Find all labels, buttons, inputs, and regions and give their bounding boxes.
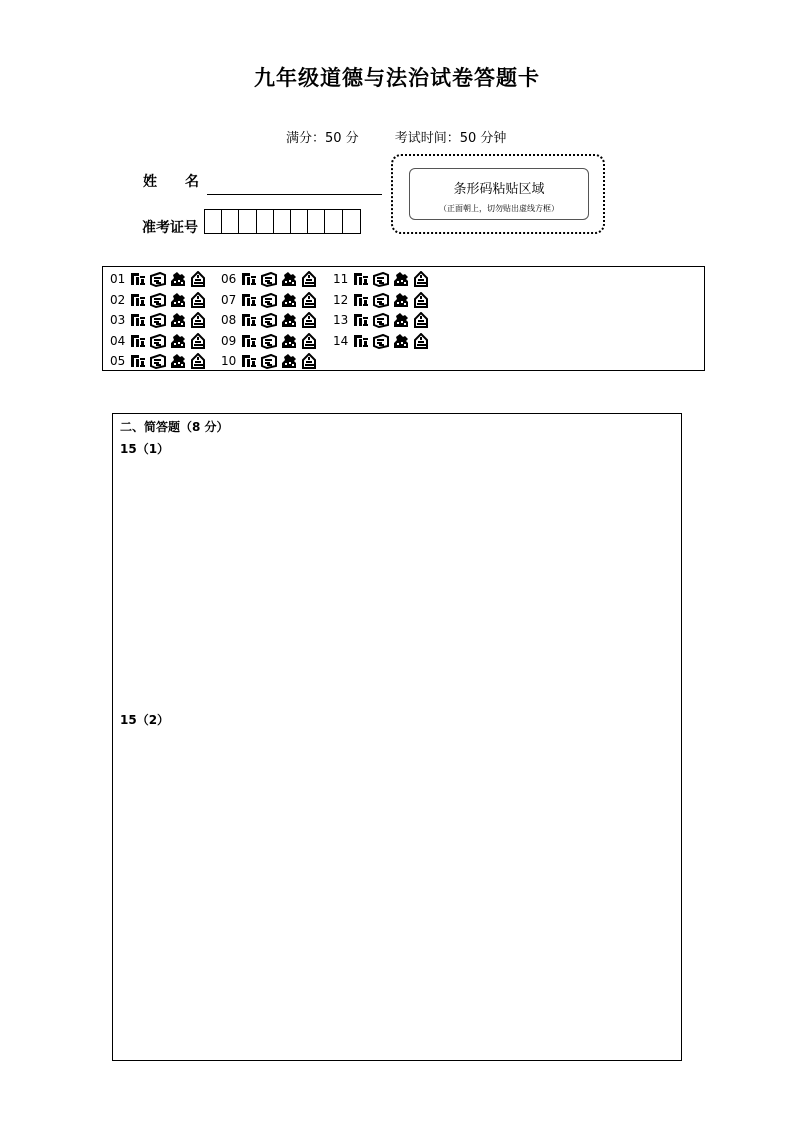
- answer-part-label: 15（1）: [120, 442, 170, 456]
- name-field[interactable]: [207, 194, 382, 195]
- option-bubble-b-icon[interactable]: [261, 292, 277, 308]
- question-number: 09: [221, 334, 237, 348]
- question-number: 06: [221, 272, 237, 286]
- option-bubble-c-icon[interactable]: [170, 271, 186, 287]
- multiple-choice-section: [102, 266, 705, 371]
- question-row-05: [110, 353, 206, 369]
- option-bubble-c-icon[interactable]: [393, 333, 409, 349]
- option-bubble-b-icon[interactable]: [150, 353, 166, 369]
- question-number: 10: [221, 354, 237, 368]
- question-row-03: [110, 312, 206, 328]
- option-bubble-a-icon[interactable]: [130, 292, 146, 308]
- question-row-10: [221, 353, 317, 369]
- exam-id-digit-box[interactable]: [325, 210, 342, 233]
- option-bubble-c-icon[interactable]: [281, 312, 297, 328]
- question-number: 01: [110, 272, 126, 286]
- question-number: 04: [110, 334, 126, 348]
- exam-time: 考试时间：50 分钟: [394, 131, 507, 146]
- option-bubble-d-icon[interactable]: [301, 353, 317, 369]
- option-bubble-c-icon[interactable]: [281, 292, 297, 308]
- option-bubble-a-icon[interactable]: [130, 271, 146, 287]
- option-bubble-d-icon[interactable]: [190, 333, 206, 349]
- exam-id-digit-box[interactable]: [291, 210, 308, 233]
- option-bubble-a-icon[interactable]: [353, 292, 369, 308]
- question-row-01: [110, 271, 206, 287]
- option-bubble-a-icon[interactable]: [353, 271, 369, 287]
- option-bubble-b-icon[interactable]: [261, 312, 277, 328]
- option-bubble-d-icon[interactable]: [413, 271, 429, 287]
- option-bubble-a-icon[interactable]: [353, 333, 369, 349]
- option-bubble-b-icon[interactable]: [150, 333, 166, 349]
- option-bubble-a-icon[interactable]: [130, 312, 146, 328]
- option-bubble-a-icon[interactable]: [241, 292, 257, 308]
- question-row-07: [221, 292, 317, 308]
- question-number: 08: [221, 313, 237, 327]
- exam-id-digit-box[interactable]: [205, 210, 222, 233]
- option-bubble-d-icon[interactable]: [413, 333, 429, 349]
- question-row-06: [221, 271, 317, 287]
- exam-id-digit-box[interactable]: [274, 210, 291, 233]
- question-row-11: [333, 271, 429, 287]
- question-number: 05: [110, 354, 126, 368]
- question-row-14: [333, 333, 429, 349]
- short-answer-section: [112, 413, 682, 1061]
- question-row-02: [110, 292, 206, 308]
- full-score: 满分：50 分: [286, 131, 359, 146]
- option-bubble-c-icon[interactable]: [170, 353, 186, 369]
- exam-id-digit-box[interactable]: [239, 210, 256, 233]
- option-bubble-c-icon[interactable]: [393, 312, 409, 328]
- option-bubble-d-icon[interactable]: [413, 312, 429, 328]
- option-bubble-b-icon[interactable]: [150, 292, 166, 308]
- question-number: 12: [333, 293, 349, 307]
- option-bubble-d-icon[interactable]: [301, 333, 317, 349]
- question-number: 07: [221, 293, 237, 307]
- option-bubble-c-icon[interactable]: [170, 333, 186, 349]
- option-bubble-c-icon[interactable]: [170, 292, 186, 308]
- question-number: 02: [110, 293, 126, 307]
- option-bubble-b-icon[interactable]: [373, 333, 389, 349]
- short-answer-heading: 二、简答题（8 分）: [120, 420, 229, 434]
- option-bubble-d-icon[interactable]: [190, 312, 206, 328]
- option-bubble-a-icon[interactable]: [130, 333, 146, 349]
- option-bubble-b-icon[interactable]: [261, 271, 277, 287]
- option-bubble-a-icon[interactable]: [241, 353, 257, 369]
- question-row-08: [221, 312, 317, 328]
- option-bubble-b-icon[interactable]: [373, 312, 389, 328]
- option-bubble-a-icon[interactable]: [353, 312, 369, 328]
- option-bubble-b-icon[interactable]: [373, 292, 389, 308]
- name-label: 姓 名: [143, 174, 199, 190]
- option-bubble-a-icon[interactable]: [241, 333, 257, 349]
- barcode-frame: [409, 168, 589, 220]
- question-row-12: [333, 292, 429, 308]
- option-bubble-a-icon[interactable]: [241, 312, 257, 328]
- exam-id-digit-box[interactable]: [222, 210, 239, 233]
- exam-id-boxes[interactable]: [204, 209, 361, 234]
- option-bubble-d-icon[interactable]: [301, 292, 317, 308]
- barcode-title: 条形码粘贴区域: [453, 182, 545, 197]
- option-bubble-c-icon[interactable]: [393, 271, 409, 287]
- option-bubble-b-icon[interactable]: [150, 312, 166, 328]
- exam-id-digit-box[interactable]: [257, 210, 274, 233]
- option-bubble-d-icon[interactable]: [301, 312, 317, 328]
- option-bubble-a-icon[interactable]: [241, 271, 257, 287]
- question-number: 03: [110, 313, 126, 327]
- option-bubble-c-icon[interactable]: [281, 271, 297, 287]
- answer-part-label: 15（2）: [120, 713, 170, 727]
- option-bubble-d-icon[interactable]: [190, 271, 206, 287]
- option-bubble-c-icon[interactable]: [281, 353, 297, 369]
- question-number: 14: [333, 334, 349, 348]
- option-bubble-b-icon[interactable]: [150, 271, 166, 287]
- exam-id-digit-box[interactable]: [308, 210, 325, 233]
- question-row-13: [333, 312, 429, 328]
- option-bubble-b-icon[interactable]: [373, 271, 389, 287]
- option-bubble-c-icon[interactable]: [281, 333, 297, 349]
- option-bubble-d-icon[interactable]: [413, 292, 429, 308]
- exam-meta: [286, 127, 506, 146]
- option-bubble-d-icon[interactable]: [190, 292, 206, 308]
- option-bubble-c-icon[interactable]: [170, 312, 186, 328]
- exam-id-digit-box[interactable]: [343, 210, 360, 233]
- question-row-09: [221, 333, 317, 349]
- question-number: 13: [333, 313, 349, 327]
- option-bubble-c-icon[interactable]: [393, 292, 409, 308]
- exam-id-label: 准考证号: [142, 220, 198, 236]
- option-bubble-d-icon[interactable]: [301, 271, 317, 287]
- option-bubble-a-icon[interactable]: [130, 353, 146, 369]
- question-row-04: [110, 333, 206, 349]
- question-number: 11: [333, 272, 349, 286]
- barcode-area: [391, 154, 605, 234]
- barcode-note: （正面朝上，切勿贴出虚线方框）: [439, 204, 559, 213]
- page-title: 九年级道德与法治试卷答题卡: [254, 65, 540, 90]
- option-bubble-d-icon[interactable]: [190, 353, 206, 369]
- option-bubble-b-icon[interactable]: [261, 353, 277, 369]
- option-bubble-b-icon[interactable]: [261, 333, 277, 349]
